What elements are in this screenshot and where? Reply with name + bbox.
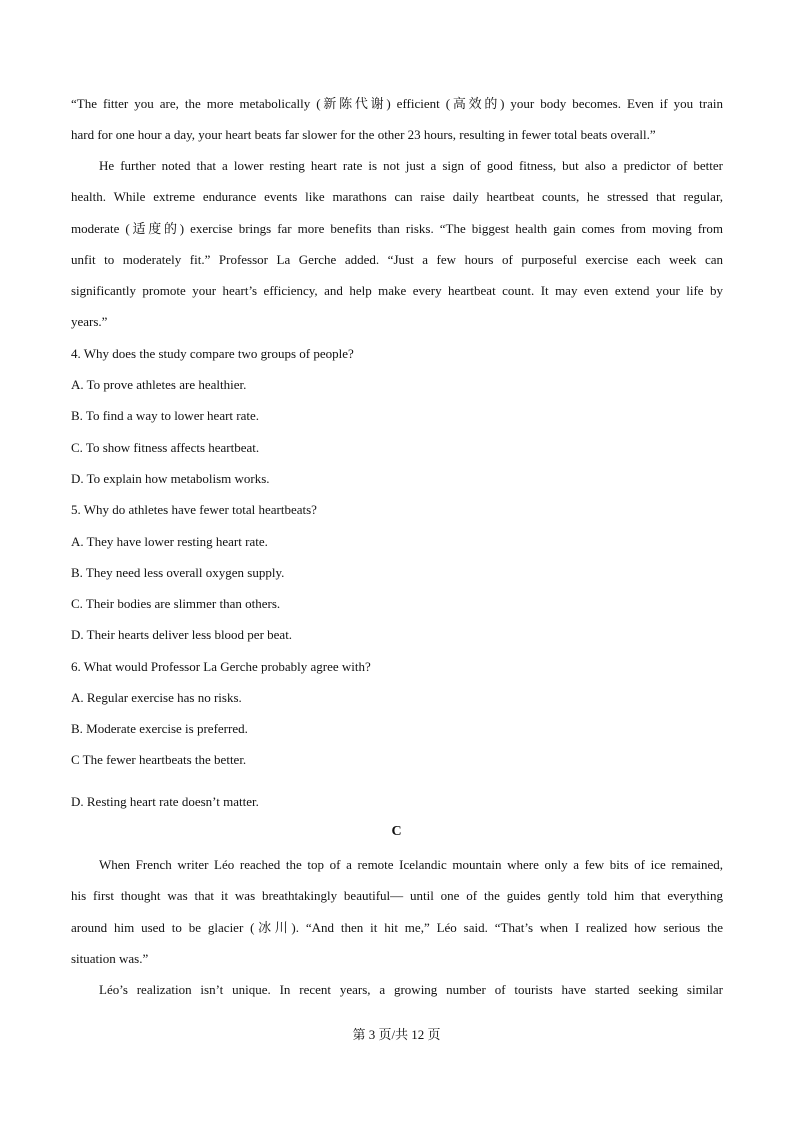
text-line: He further noted that a lower resting heart rate is not just a sign of good fitness, but also a predictor of better (99, 158, 723, 173)
text-line: situation was.” (71, 950, 149, 966)
page-footer: 第 3 页/共 12 页 (352, 1027, 441, 1042)
paragraph-c-leo (71, 849, 723, 974)
question-4-option-b[interactable]: B. To find a way to lower heart rate. (71, 408, 260, 423)
text-line: unfit to moderately fit.” Professor La Gerche added. “Just a few hours of purposeful exercise each week can (71, 251, 723, 267)
text-line: years.” (71, 314, 108, 330)
question-5-option-a[interactable]: A. They have lower resting heart rate. (71, 534, 268, 549)
question-6-option-b[interactable]: B. Moderate exercise is preferred. (71, 721, 248, 736)
question-4-stem: 4. Why does the study compare two groups of people? (71, 346, 354, 361)
question-4-option-c[interactable]: C. To show fitness affects heartbeat. (71, 440, 260, 455)
text-line: around him used to be glacier (冰川). “And then it hit me,” Léo said. “That’s when I realized how serious the (71, 919, 723, 935)
text-line: When French writer Léo reached the top of a remote Icelandic mountain where only a few bits of ice remained, (99, 857, 723, 872)
text-line: “The fitter you are, the more metabolically (新陈代谢) efficient (高效的) your body becomes. Even if you train (71, 96, 723, 111)
paragraph-c-realization (71, 974, 723, 1005)
question-4-option-d[interactable]: D. To explain how metabolism works. (71, 471, 270, 486)
question-6-stem: 6. What would Professor La Gerche probably agree with? (71, 659, 371, 674)
text-line: his first thought was that it was breathtakingly beautiful— until one of the guides gently told him that everything (71, 888, 723, 904)
question-5-option-c[interactable]: C. Their bodies are slimmer than others. (71, 596, 281, 611)
paragraph-b-quote (71, 88, 723, 151)
question-4-option-a[interactable]: A. To prove athletes are healthier. (71, 377, 247, 392)
text-line: significantly promote your heart’s efficiency, and help make every heartbeat count. It may even extend your life by (71, 283, 723, 299)
text-line: Léo’s realization isn’t unique. In recent years, a growing number of tourists have started seeking similar (99, 982, 723, 997)
question-6-option-c[interactable]: C The fewer heartbeats the better. (71, 752, 247, 767)
section-c-heading: C (391, 824, 402, 839)
question-5-stem: 5. Why do athletes have fewer total heartbeats? (71, 502, 317, 517)
question-6-option-d[interactable]: D. Resting heart rate doesn’t matter. (71, 794, 259, 809)
question-5-option-d[interactable]: D. Their hearts deliver less blood per beat. (71, 627, 293, 642)
text-line: hard for one hour a day, your heart beats far slower for the other 23 hours, resulting in fewer total beats overall.” (71, 127, 656, 143)
question-6-option-a[interactable]: A. Regular exercise has no risks. (71, 690, 242, 705)
paragraph-b-further (71, 150, 723, 338)
question-5-option-b[interactable]: B. They need less overall oxygen supply. (71, 565, 285, 580)
text-line: moderate (适度的) exercise brings far more benefits than risks. “The biggest health gain comes from moving from (71, 220, 723, 236)
text-line: health. While extreme endurance events like marathons can raise daily heartbeat counts, he stressed that regular, (71, 189, 723, 205)
